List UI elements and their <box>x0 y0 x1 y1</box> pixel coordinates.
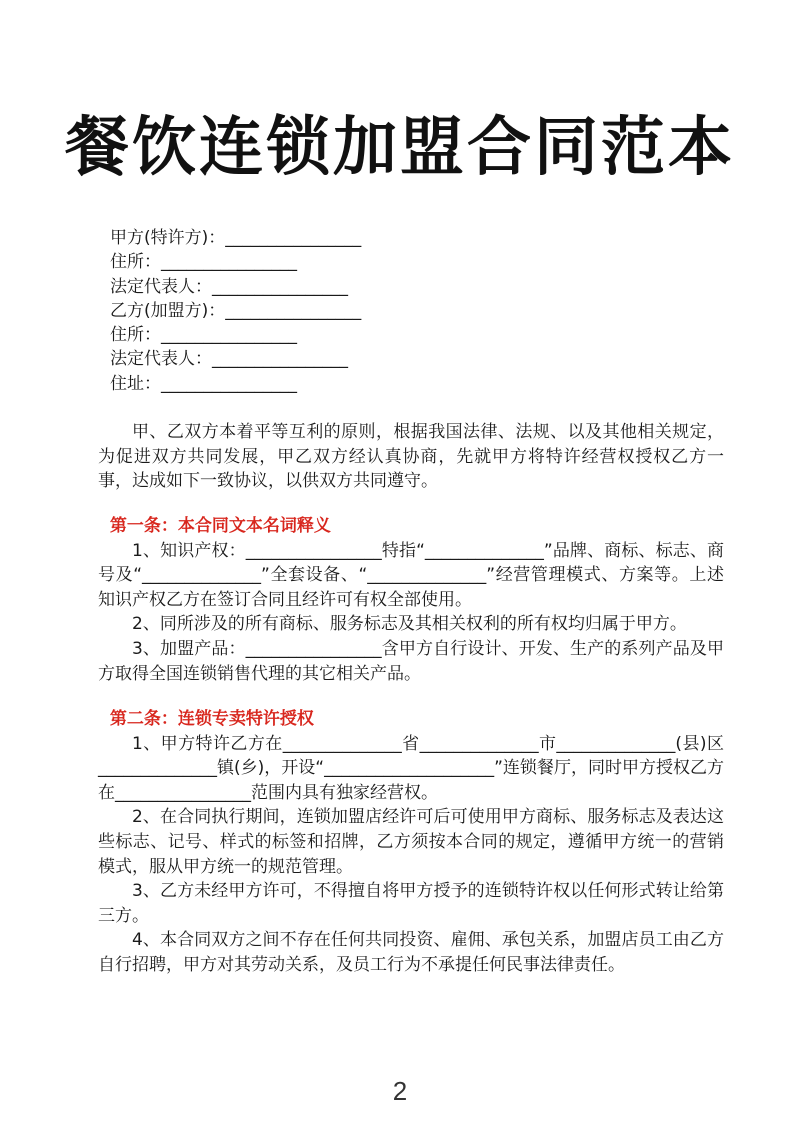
party-b-address-field: 住所：________________ <box>110 325 297 346</box>
preamble-paragraph: 甲、乙双方本着平等互利的原则，根据我国法律、法规、以及其他相关规定，为促进双方共同发展，甲乙双方经认真协商，先就甲方将特许经营权授权乙方一事，达成如下一致协议，以供双方共同遵守。 <box>98 422 724 492</box>
section-2-heading: 第二条：连锁专卖特许授权 <box>109 709 314 729</box>
section-2 <box>98 707 724 978</box>
section-1-heading: 第一条：本合同文本名词释义 <box>109 516 331 536</box>
section-2-clause-1: 1、甲方特许乙方在______________省______________市______________(县)区______________镇(乡)，开设“____________________”连锁餐厅，同时甲方授权乙方在________________范围内具有独家经营权。 <box>98 733 724 803</box>
section-1 <box>98 514 724 686</box>
section-2-clause-3: 3、乙方未经甲方许可，不得擅自将甲方授予的连锁特许权以任何形式转让给第三方。 <box>98 881 724 926</box>
party-b-name-field: 乙方(加盟方)：________________ <box>110 300 362 321</box>
party-a-name-field: 甲方(特许方)：________________ <box>110 228 362 248</box>
party-b-representative-field: 法定代表人：________________ <box>110 349 348 370</box>
section-1-clause-2: 2、同所涉及的所有商标、服务标志及其相关权利的所有权均归属于甲方。 <box>132 614 687 635</box>
document-title: 餐饮连锁加盟合同范本 <box>65 111 735 185</box>
section-2-clause-4: 4、本合同双方之间不存在任何共同投资、雇佣、承包关系，加盟店员工由乙方自行招聘，甲方对其劳动关系，及员工行为不承提任何民事法律责任。 <box>98 930 724 975</box>
section-2-clause-2: 2、在合同执行期间，连锁加盟店经许可后可使用甲方商标、服务标志及表达这些标志、记号、样式的标签和招牌，乙方须按本合同的规定，遵循甲方统一的营销模式，服从甲方统一的规范管理。 <box>98 807 724 877</box>
page-number: 2 <box>392 1076 408 1106</box>
section-1-clause-3: 3、加盟产品：________________含甲方自行设计、开发、生产的系列产品及甲方取得全国连锁销售代理的其它相关产品。 <box>98 638 724 684</box>
party-info-block <box>110 226 710 396</box>
party-a-representative-field: 法定代表人：________________ <box>110 276 348 297</box>
section-1-clause-1: 1、知识产权：________________特指“______________”品牌、商标、标志、商号及“______________”全套设备、“______________”经营管理模式、方案等。上述知识产权乙方在签订合同且经许可有权全部使用。 <box>98 540 724 610</box>
preamble-block <box>98 420 724 494</box>
party-a-address-field: 住所：________________ <box>110 252 297 273</box>
party-b-residence-field: 住址：________________ <box>110 373 297 394</box>
